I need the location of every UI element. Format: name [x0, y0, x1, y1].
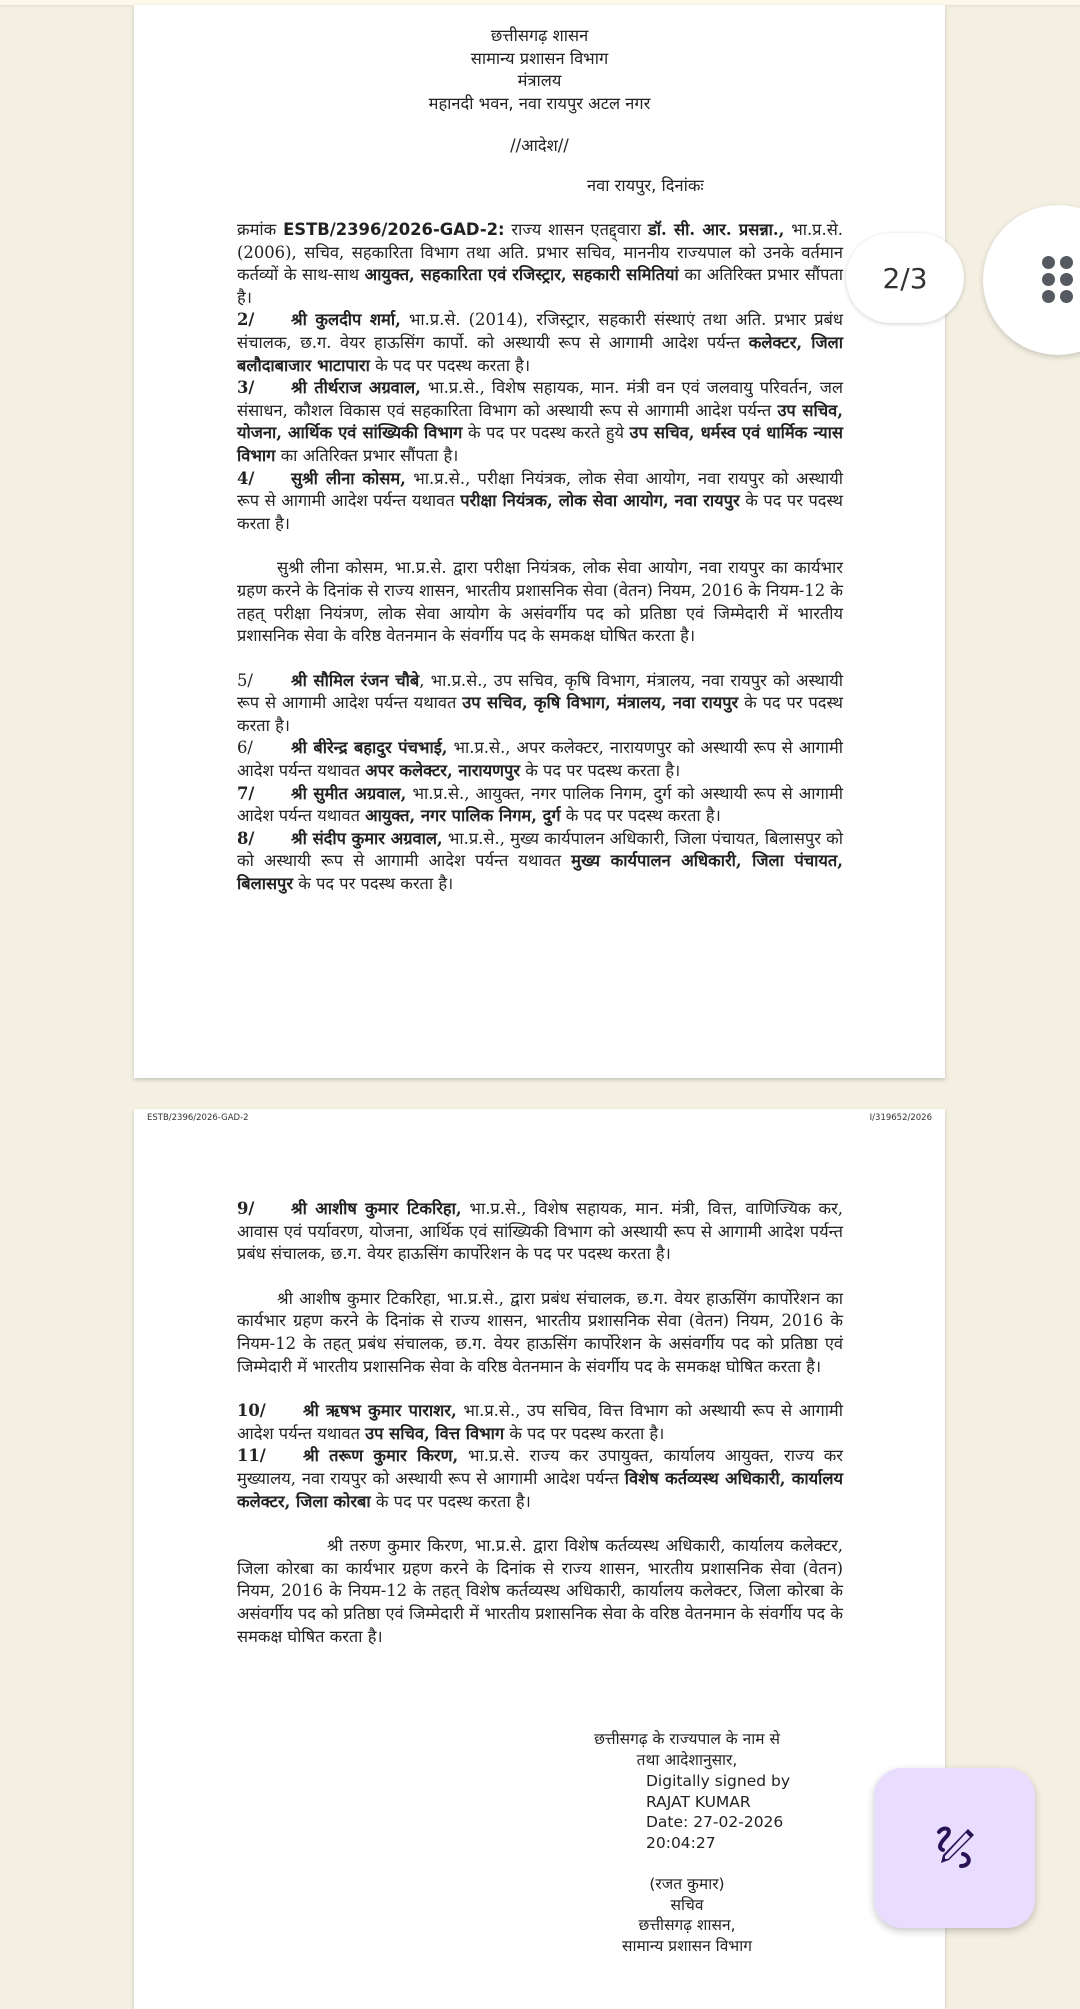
pen-scribble-icon: [927, 1820, 983, 1876]
order-title: //आदेश//: [510, 136, 569, 155]
order-body-page-2: [237, 1198, 843, 1648]
letterhead-line-1: छत्तीसगढ़ शासन: [490, 26, 589, 45]
digital-signature-block: Digitally signed by RAJAT KUMAR Date: 27-02-2026 20:04:27: [646, 1772, 791, 1852]
intro-paragraph: क्रमांक ESTB/2396/2026-GAD-2: राज्य शासन एतद्द्वारा डॉ. सी. आर. प्रसन्ना., भा.प्र.से. (2006), सचिव, सहकारिता विभाग तथा अति. प्रभार सचिव, माननीय राज्यपाल को उनके वर्तमान कर्तव्यों के साथ-साथ आयुक्त, सहकारिता एवं रजिस्ट्रार, सहकारी समितियां का अतिरिक्त प्रभार सौंपता है।: [237, 220, 844, 307]
signatory-details: (रजत कुमार) सचिव छत्तीसगढ़ शासन, सामान्य प्रशासन विभाग: [572, 1874, 802, 1956]
note-item-11: श्री तरुण कुमार किरण, भा.प्र.से. द्वारा विशेष कर्तव्यस्थ अधिकारी, कार्यालय कलेक्टर, जिला कोरबा का कार्यभार ग्रहण करने के दिनांक से राज्य शासन, भारतीय प्रशासनिक सेवा (वेतन) नियम, 2016 के नियम-12 के तहत् विशेष कर्तव्यस्थ अधिकारी, कार्यालय कलेक्टर, जिला कोरबा के असंवर्गीय पद को प्रतिष्ठा एवं जिम्मेदारी में भारतीय प्रशासनिक सेवा के वरिष्ठ वेतनमान के संवर्गीय पद के समकक्ष घोषित करता है।: [237, 1536, 843, 1646]
spacer: [237, 648, 843, 670]
signature-authority: छत्तीसगढ़ के राज्यपाल के नाम से तथा आदेशानुसार,: [594, 1730, 780, 1769]
order-item-3: 3/ श्री तीर्थराज अग्रवाल, भा.प्र.से., विशेष सहायक, मान. मंत्री वन एवं जलवायु परिवर्तन, जल संसाधन, कौशल विकास एवं सहकारिता विभाग को अस्थायी रूप से आगामी आदेश पर्यन्त उप सचिव, योजना, आर्थिक एवं सांख्यिकी विभाग के पद पर पदस्थ करते हुये उप सचिव, धर्मस्व एवं धार्मिक न्यास विभाग का अतिरिक्त प्रभार सौंपता है।: [237, 378, 844, 465]
page-header-file-number: I/319652/2026: [869, 1113, 932, 1123]
grid-dots-icon: [1042, 256, 1072, 303]
order-item-11: 11/ श्री तरूण कुमार किरण, भा.प्र.से. राज्य कर उपायुक्त, कार्यालय आयुक्त, राज्य कर मुख्यालय, नवा रायपुर को अस्थायी रूप से आगामी आदेश पर्यन्त विशेष कर्तव्यस्थ अधिकारी, कार्यालय कलेक्टर, जिला कोरबा के पद पर पदस्थ करता है।: [237, 1446, 843, 1511]
order-number: ESTB/2396/2026-GAD-2:: [283, 220, 505, 239]
note-item-4: सुश्री लीना कोसम, भा.प्र.से. द्वारा परीक्षा नियंत्रक, लोक सेवा आयोग, नवा रायपुर का कार्यभार ग्रहण करने के दिनांक से राज्य शासन, भारतीय प्रशासनिक सेवा (वेतन) नियम, 2016 के नियम-12 के तहत् परीक्षा नियंत्रण, लोक सेवा आयोग के असंवर्गीय पद को प्रतिष्ठा एवं जिम्मेदारी में भारतीय प्रशासनिक सेवा के वरिष्ठ वेतनमान के संवर्गीय पद के समकक्ष घोषित करता है।: [237, 558, 844, 646]
letterhead-line-4: महानदी भवन, नवा रायपुर अटल नगर: [428, 93, 651, 113]
order-item-10: 10/ श्री ऋषभ कुमार पाराशर, भा.प्र.से., उप सचिव, वित्त विभाग को अस्थायी रूप से आगामी आदेश पर्यन्त यथावत उप सचिव, वित्त विभाग के पद पर पदस्थ करता है।: [237, 1401, 843, 1443]
order-item-9: 9/ श्री आशीष कुमार टिकरिहा, भा.प्र.से., विशेष सहायक, मान. मंत्री, वित्त, वाणिज्यिक कर, आवास एवं पर्यावरण, योजना, आर्थिक एवं सांख्यिकी विभाग को अस्थायी रूप से आगामी आदेश पर्यन्त प्रबंध संचालक, छ.ग. वेयर हाऊसिंग कार्पोरेशन के पद पर पदस्थ करता है।: [237, 1199, 844, 1264]
spacer: [237, 1513, 843, 1535]
spacer: [237, 1378, 843, 1400]
document-page-1: [134, 5, 945, 1078]
letterhead-line-3: मंत्रालय: [517, 71, 562, 90]
grid-menu-button[interactable]: [983, 205, 1080, 355]
draw-annotate-button[interactable]: [874, 1768, 1035, 1928]
order-item-7: 7/ श्री सुमीत अग्रवाल, भा.प्र.से., आयुक्त, नगर पालिक निगम, दुर्ग को अस्थायी रूप से आगामी आदेश पर्यन्त यथावत आयुक्त, नगर पालिक निगम, दुर्ग के पद पर पदस्थ करता है।: [237, 783, 843, 826]
signatory-designation: सचिव: [670, 1895, 704, 1914]
place-date: नवा रायपुर, दिनांकः: [587, 176, 704, 195]
document-page-2: [134, 1109, 945, 2009]
page-header-order-number: ESTB/2396/2026-GAD-2: [147, 1113, 249, 1123]
order-item-6: 6/ श्री बीरेन्द्र बहादुर पंचभाई, भा.प्र.से., अपर कलेक्टर, नारायणपुर को अस्थायी रूप से आगामी आदेश पर्यन्त यथावत अपर कलेक्टर, नारायणपुर के पद पर पदस्थ करता है।: [237, 738, 843, 781]
page-indicator: 2/3: [846, 233, 964, 323]
note-item-9: श्री आशीष कुमार टिकरिहा, भा.प्र.से., द्वारा प्रबंध संचालक, छ.ग. वेयर हाऊसिंग कार्पोरेशन का कार्यभार ग्रहण करने के दिनांक से राज्य शासन, भारतीय प्रशासनिक सेवा (वेतन) नियम, 2016 के नियम-12 के तहत् प्रबंध संचालक, छ.ग. वेयर हाऊसिंग कार्पोरेशन के असंवर्गीय पद को प्रतिष्ठा एवं जिम्मेदारी में भारतीय प्रशासनिक सेवा के वरिष्ठ वेतनमान के संवर्गीय पद के समकक्ष घोषित करता है।: [237, 1288, 843, 1376]
letterhead: [134, 25, 945, 115]
spacer: [237, 535, 843, 557]
signatory-name: (रजत कुमार): [649, 1875, 725, 1893]
order-item-8: 8/ श्री संदीप कुमार अग्रवाल, भा.प्र.से., मुख्य कार्यपालन अधिकारी, जिला पंचायत, बिलासपुर को को अस्थायी रूप से आगामी आदेश पर्यन्त यथावत मुख्य कार्यपालन अधिकारी, जिला पंचायत, बिलासपुर के पद पर पदस्थ करता है।: [237, 828, 844, 894]
spacer: [237, 1266, 843, 1288]
order-item-2: 2/ श्री कुलदीप शर्मा, भा.प्र.से. (2014), रजिस्ट्रार, सहकारी संस्थाएं तथा अति. प्रभार प्रबंध संचालक, छ.ग. वेयर हाऊसिंग कार्पो. को अस्थायी रूप से आगामी आदेश पर्यन्त कलेक्टर, जिला बलौदाबाजार भाटापारा के पद पर पदस्थ करता है।: [237, 310, 843, 375]
order-body-page-1: [237, 219, 843, 896]
order-item-5: 5/ श्री सौमिल रंजन चौबे, भा.प्र.से., उप सचिव, कृषि विभाग, मंत्रालय, नवा रायपुर को अस्थायी रूप से आगामी आदेश पर्यन्त यथावत उप सचिव, कृषि विभाग, मंत्रालय, नवा रायपुर के पद पर पदस्थ करता है।: [237, 670, 843, 735]
order-item-4: 4/ सुश्री लीना कोसम, भा.प्र.से., परीक्षा नियंत्रक, लोक सेवा आयोग, नवा रायपुर को अस्थायी रूप से आगामी आदेश पर्यन्त यथावत परीक्षा नियंत्रक, लोक सेवा आयोग, नवा रायपुर के पद पर पदस्थ करता है।: [237, 468, 843, 533]
letterhead-line-2: सामान्य प्रशासन विभाग: [470, 48, 609, 68]
